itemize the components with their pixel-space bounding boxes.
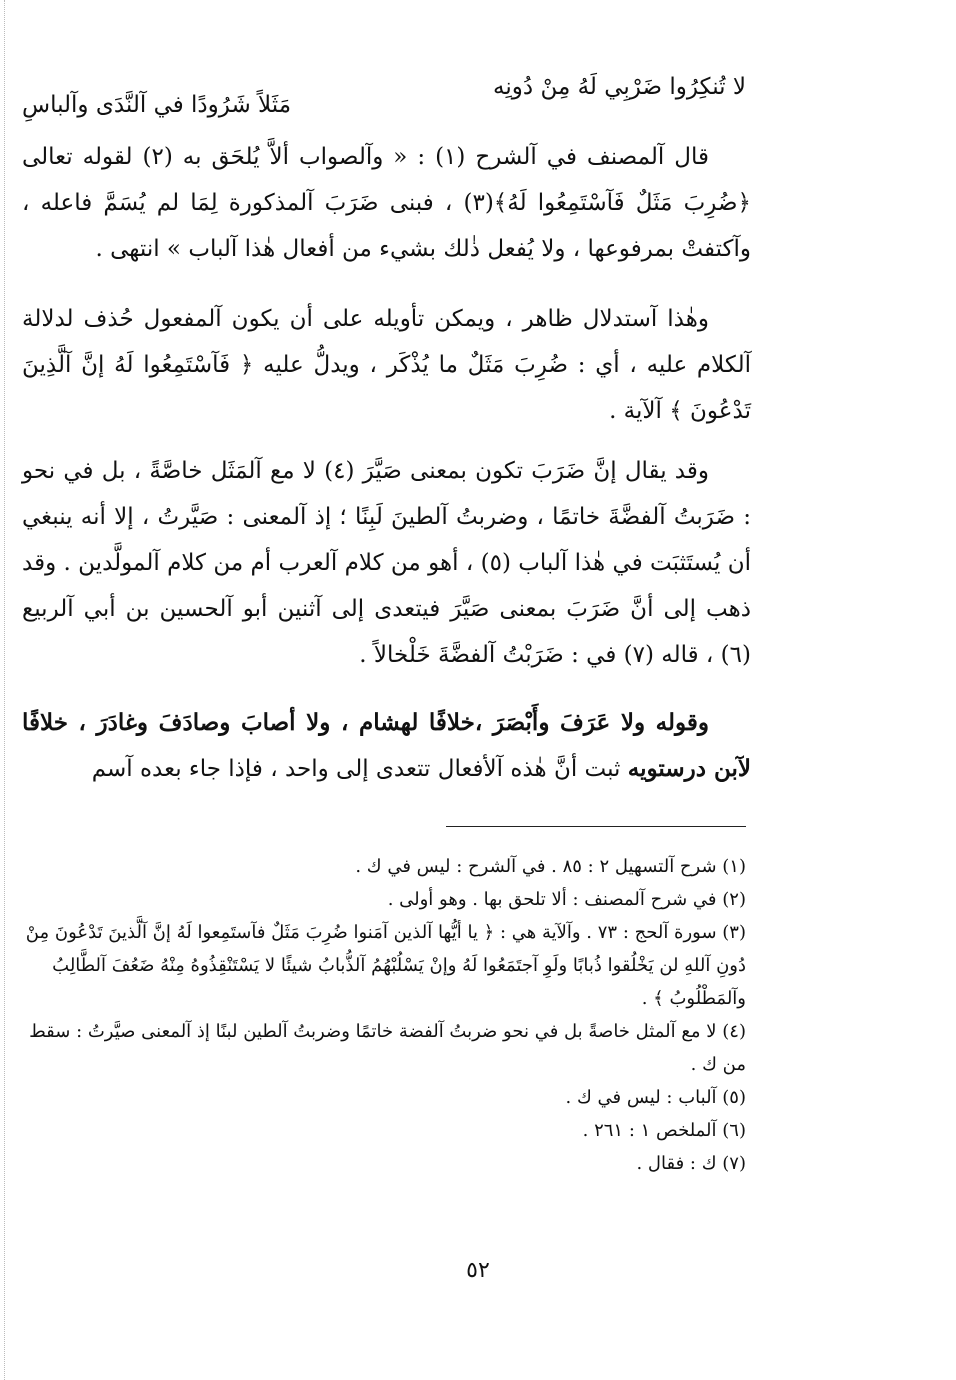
footnote-4: (٤) لا مع آلمثل خاصةً بل في نحو ضربتُ آلفضة خاتمًا وضربتُ آلطين لبنًا إذ آلمعنى صيَّرتُ : سقط من ك . <box>29 1021 746 1075</box>
page-number-text: ٥٢ <box>466 1258 490 1283</box>
paragraph-text: وهٰذا آستدلال ظاهر ، ويمكن تأويله على أن يكون آلمفعول حُذف لدلالة آلكلام عليه ، أي : ضُرِبَ مَثَلٌ ما يُذْكَر ، ويدلُّ عليه ﴿ فَآسْتَمِعُوا لَهُ إنَّ آلَّذِينَ تَدْعُونَ ﴾ آلآية . <box>22 306 751 424</box>
footnote-6: (٦) آلملخص ١ : ٢٦١ . <box>582 1120 746 1141</box>
paragraph-continuation: ثبت أنَّ هٰذه آلأفعال تتعدى إلى واحد ، فإذا جاء بعده آسم <box>91 756 628 782</box>
footnote-5: (٥) آلباب : ليس في ك . <box>565 1087 746 1108</box>
paragraph-text: وقد يقال إنَّ ضَرَبَ تكون بمعنى صَيَّرَ (٤) لا مع آلمَثَل خاصَّةً ، بل في نحو : ضَرَبتُ آلفضَّةَ خاتمًا ، وضربتُ آلطينَ لَبِنًا ؛ إذ آلمعنى : صَيَّرتُ ، إلا أنه ينبغي أن يُستَثبَت في هٰذا آلباب (٥) ، أهو من كلام آلعرب أم من كلام آلمولَّدين . وقد ذهب إلى أنَّ ضَرَبَ بمعنى صَيَّرَ فيتعدى إلى آثنين أبو آلحسين بن أبي آلربيع (٦) ، قاله (٧) في : ضَرَبْتُ آلفضَّةَ خَلْخالاً . <box>22 458 751 668</box>
paragraph-text: قال آلمصنف في آلشرح (١) : « وآلصواب ألاَّ يُلحَق به (٢) لقوله تعالى ﴿ضُرِبَ مَثَلٌ فَآسْتَمِعُوا لَهُ﴾(٣) ، فبنى ضَرَبَ آلمذكورة لِمَا لم يُسَمَّ فاعله ، وآكتفتْ بمرفوعها ، ولا يُفعل ذٰلك بشيء من أفعال هٰذا آلباب » انتهى . <box>22 144 751 262</box>
footnote-2: (٢) في شرح آلمصنف : ألا تلحق بها . وهو أولى . <box>387 889 746 910</box>
verse-second-hemistich: مَثَلاً شَرُودًا في آلنَّدَى وآلباسِ <box>22 92 292 118</box>
paragraph-text <box>22 700 751 792</box>
bold-lead-text: وقوله ولا عَرَفَ وأَبْصَرَ ،خلافًا لهشام ، ولا أصابَ وصادَفَ وغادَرَ ، خلافًا لآبن درستويه <box>22 709 751 782</box>
page-number <box>0 1258 956 1283</box>
verse-first-hemistich: لا تُنكِرُوا ضَرْبِي لَهُ مِنْ دُونِه <box>493 74 746 100</box>
footnotes <box>22 850 746 1180</box>
footnote-3: (٣) سورة آلحج : ٧٣ . وآلآية هي : ﴿ يا أيُّها آلذين آمَنوا ضُرِبَ مَثَلٌ فآستَمِعوا لَهُ إنَّ آلَّذينَ تَدْعُونَ مِنْ دُونِ آللهِ لن يَخْلُقوا ذُبابًا ولَوِ آجتَمَعُوا لَهُ وإنْ يَسْلُبْهُمُ آلذُّبابُ شيئًا لا يَسْتَنْقِذُوهُ مِنْهُ ضَعُفَ آلطَّالِبُ وآلمَطْلُوبُ ﴾ . <box>25 922 746 1009</box>
page-edge-line <box>4 0 5 1380</box>
paragraph-4 <box>22 700 751 792</box>
footnote-7: (٧) ك : فقال . <box>636 1153 746 1174</box>
paragraph-1 <box>22 134 751 272</box>
poetry-verse <box>22 68 746 128</box>
paragraph-3 <box>22 448 751 678</box>
footnote-1: (١) شرح آلتسهيل ٢ : ٨٥ . في آلشرح : ليس في ك . <box>355 856 746 877</box>
paragraph-2 <box>22 296 751 434</box>
footnote-separator <box>446 826 746 827</box>
